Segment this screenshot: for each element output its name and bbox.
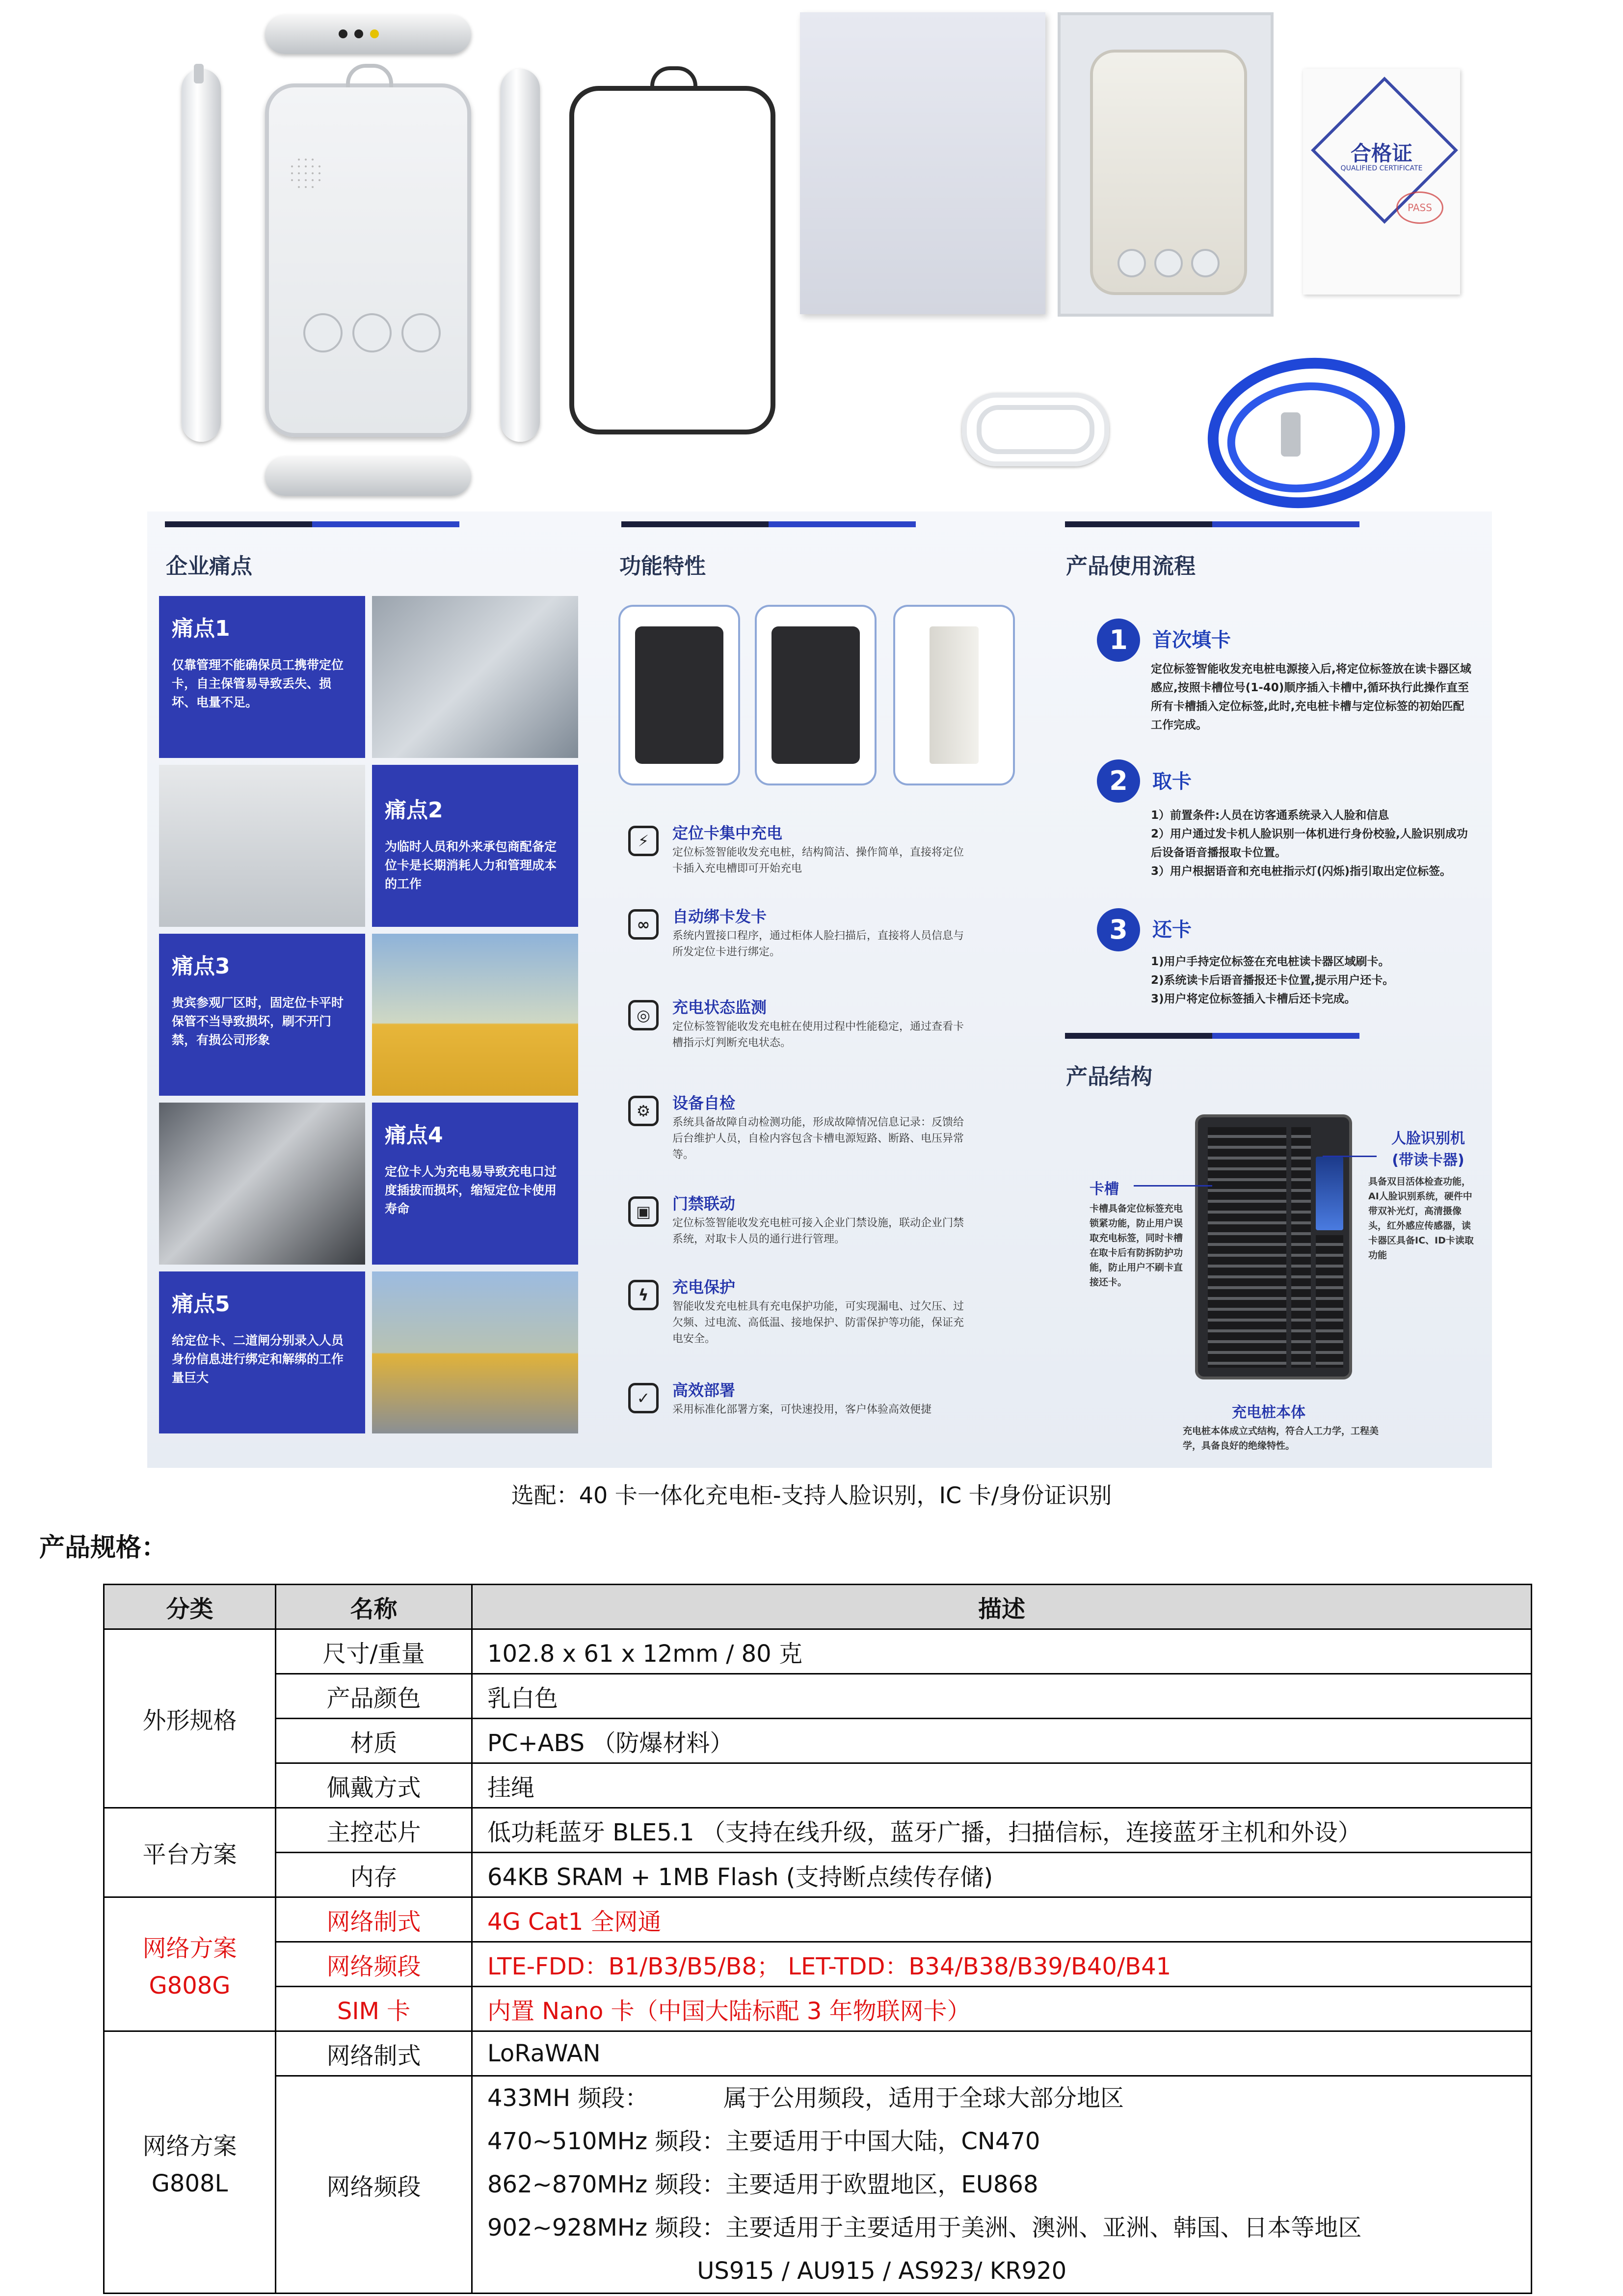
usb-cable-image — [942, 383, 1114, 466]
desc-cell: 64KB SRAM + 1MB Flash (支持断点续传存储) — [472, 1853, 1532, 1897]
feature-desc: 定位标签智能收发充电桩可接入企业门禁设施，联动企业门禁系统，对取卡人员的通行进行管理。 — [672, 1217, 964, 1245]
boxed-device-button-3 — [1191, 249, 1220, 277]
gear-icon: ⚙ — [628, 1096, 659, 1126]
section-bar-blue — [769, 521, 916, 527]
name-cell: 内存 — [276, 1853, 472, 1897]
section-bar-dark — [165, 521, 312, 527]
table-row — [104, 1674, 1532, 1719]
band-line: 470~510MHz 频段：主要适用于中国大陆，CN470 — [487, 2128, 1040, 2155]
feature-desc: 系统具备故障自动检测功能，形成故障情况信息记录：反馈给后台维护人员，自检内容包含卡槽电源短路、断路、电压异常等。 — [672, 1116, 964, 1161]
pain-point-1 — [159, 596, 365, 758]
step-desc: 1)用户手持定位标签在充电桩读卡器区域刷卡。 2)系统读卡后语音播报还卡位置,提示用户还卡。 3)用户将定位标签插入卡槽后还卡完成。 — [1151, 955, 1394, 1005]
desc-cell: 挂绳 — [472, 1763, 1532, 1808]
lanyard-hole-back — [650, 66, 697, 90]
category-line: 网络方案 — [142, 2133, 237, 2160]
pain-point-text: 仅靠管理不能确保员工携带定位卡，自主保管易导致丢失、损坏、电量不足。 — [172, 658, 344, 709]
step-number: 2 — [1097, 759, 1140, 803]
features-title: 功能特性 — [619, 554, 706, 579]
table-row — [104, 1719, 1532, 1763]
cabinet-body-label: 充电桩本体 — [1232, 1404, 1305, 1421]
category-cell — [104, 1897, 276, 2031]
feature-desc: 定位标签智能收发充电桩在使用过程中性能稳定，通过查看卡槽指示灯判断充电状态。 — [672, 1021, 964, 1049]
category-cell: 外形规格 — [104, 1629, 276, 1808]
section-bar-dark — [621, 521, 769, 527]
step-number: 1 — [1097, 619, 1140, 662]
step-title: 还卡 — [1152, 918, 1192, 941]
device-button-right — [401, 313, 441, 352]
name-cell: 主控芯片 — [276, 1808, 472, 1853]
pain-point-text: 贵宾参观厂区时，固定位卡平时保管不当导致损坏，刷不开门禁，有损公司形象 — [172, 996, 344, 1047]
pain-point-title: 痛点4 — [385, 1123, 443, 1148]
band-line: US915 / AU915 / AS923/ KR920 — [487, 2257, 1067, 2285]
band-line: 902~928MHz 频段：主要适用于主要适用于美洲、澳洲、亚洲、韩国、日本等地区 — [487, 2214, 1362, 2242]
pain-point-text: 为临时人员和外来承包商配备定位卡是长期消耗人力和管理成本的工作 — [385, 839, 557, 891]
cabinet-body-desc: 充电桩本体成立式结构，符合人工力学，工程美学，具备良好的绝缘特性。 — [1183, 1426, 1379, 1451]
pain-point-2 — [372, 765, 578, 927]
desc-cell: 4G Cat1 全网通 — [472, 1897, 1532, 1942]
desc-cell: PC+ABS （防爆材料） — [472, 1719, 1532, 1763]
desc-cell — [472, 2076, 1532, 2294]
name-cell: 网络频段 — [276, 2076, 472, 2294]
indicator-lights — [339, 29, 398, 39]
category-cell: 平台方案 — [104, 1808, 276, 1897]
feature-desc: 系统内置接口程序，通过柜体人脸扫描后，直接将人员信息与所发定位卡进行绑定。 — [672, 930, 964, 958]
desc-cell: LoRaWAN — [472, 2031, 1532, 2076]
table-header-row — [104, 1585, 1532, 1629]
feature-desc: 定位标签智能收发充电桩，结构简洁、操作简单，直接将定位卡插入充电槽即可开始充电 — [672, 846, 964, 875]
name-cell: 尺寸/重量 — [276, 1629, 472, 1674]
table-row — [104, 1987, 1532, 2031]
usage-flow-title: 产品使用流程 — [1066, 554, 1196, 579]
spec-heading: 产品规格： — [39, 1533, 167, 1563]
section-bar-blue — [1212, 521, 1359, 527]
section-bar-dark — [1065, 1033, 1212, 1039]
certificate-stamp: PASS — [1396, 191, 1443, 224]
cabinet-photo-front — [618, 605, 740, 785]
packaging-box-lid — [800, 12, 1045, 314]
pain-photo-turnstile — [372, 1271, 578, 1433]
pain-points-title: 企业痛点 — [166, 554, 252, 579]
pain-photo-cables — [159, 1103, 365, 1265]
table-row — [104, 1853, 1532, 1897]
card-slot-desc: 卡槽具备定位标签充电锁紧功能，防止用户误取充电标签，同时卡槽在取卡后有防拆防护功能，防止用户不刷卡直接还卡。 — [1090, 1203, 1183, 1288]
device-left-side-view — [182, 69, 221, 442]
pain-point-text: 定位卡人为充电易导致充电口过度插拔而损坏，缩短定位卡使用寿命 — [385, 1164, 557, 1216]
card-slot-label: 卡槽 — [1090, 1181, 1119, 1198]
lanyard-loop — [194, 64, 204, 83]
band-line: 433MH 频段： 属于公用频段，适用于全球大部分地区 — [487, 2084, 1124, 2112]
desc-cell: 低功耗蓝牙 BLE5.1 （支持在线升级，蓝牙广播，扫描信标，连接蓝牙主机和外设） — [472, 1808, 1532, 1853]
column-header: 分类 — [104, 1585, 276, 1629]
table-row — [104, 1763, 1532, 1808]
desc-cell: 内置 Nano 卡（中国大陆标配 3 年物联网卡） — [472, 1987, 1532, 2031]
table-row — [104, 1942, 1532, 1987]
check-icon: ✓ — [628, 1383, 659, 1413]
device-back-outline-view — [569, 86, 775, 434]
device-top-edge-view — [265, 15, 471, 54]
table-row — [104, 1808, 1532, 1853]
product-infographic — [147, 512, 1492, 1468]
pain-photo-gate — [372, 934, 578, 1096]
category-line: G808L — [151, 2170, 228, 2197]
speaker-grille-icon — [289, 156, 323, 190]
pain-point-title: 痛点5 — [172, 1292, 230, 1317]
device-front-view — [265, 83, 471, 437]
desc-cell: 102.8 x 61 x 12mm / 80 克 — [472, 1629, 1532, 1674]
boxed-device-button-2 — [1154, 249, 1183, 277]
pain-photo-laptop — [159, 765, 365, 927]
pain-point-title: 痛点1 — [172, 616, 230, 641]
qualified-certificate-card — [1303, 69, 1460, 295]
feature-title: 充电状态监测 — [672, 998, 767, 1017]
name-cell: 网络频段 — [276, 1942, 472, 1987]
optional-caption: 选配：40 卡一体化充电柜-支持人脸识别，IC 卡/身份证识别 — [511, 1482, 1112, 1509]
table-row — [104, 1629, 1532, 1674]
pain-point-title: 痛点2 — [385, 798, 443, 823]
feature-title: 设备自检 — [672, 1094, 736, 1112]
category-line: G808G — [149, 1972, 231, 1999]
product-photo-collage — [0, 0, 1623, 506]
slot-pointer-line — [1134, 1185, 1212, 1187]
feature-title: 充电保护 — [672, 1278, 736, 1297]
pain-point-title: 痛点3 — [172, 954, 230, 979]
name-cell: SIM 卡 — [276, 1987, 472, 2031]
step-desc: 1）前置条件:人员在访客通系统录入人脸和信息 2）用户通过发卡机人脸识别一体机进行身份校验,人脸识别成功后设备语音播报取卡位置。 3）用户根据语音和充电桩指示灯(闪烁)指引取出定位标签。 — [1151, 809, 1468, 878]
name-cell: 产品颜色 — [276, 1674, 472, 1719]
section-bar-blue — [312, 521, 459, 527]
table-row — [104, 2031, 1532, 2076]
face-recognition-screen — [1316, 1157, 1343, 1230]
certificate-subtitle: QUALIFIED CERTIFICATE — [1340, 164, 1423, 172]
face-pointer-line — [1323, 1156, 1377, 1157]
cabinet-photo-side — [893, 605, 1015, 785]
step-title: 首次填卡 — [1152, 629, 1231, 651]
device-button-left — [303, 313, 343, 352]
face-recognizer-label: 人脸识别机 (带读卡器) — [1391, 1130, 1465, 1169]
desc-cell: 乳白色 — [472, 1674, 1532, 1719]
device-bottom-edge-view — [265, 457, 471, 496]
shield-bolt-icon: ϟ — [628, 1280, 659, 1310]
desc-cell: LTE-FDD：B1/B3/B5/B8； LET-TDD：B34/B38/B39/B40/B41 — [472, 1942, 1532, 1987]
blue-lanyard-image — [1197, 344, 1404, 501]
certificate-title: 合格证 — [1350, 141, 1412, 165]
packaging-box-tray — [1058, 12, 1274, 317]
pain-point-3 — [159, 934, 365, 1096]
lanyard-hole — [346, 64, 393, 87]
step-number: 3 — [1097, 908, 1140, 951]
feature-title: 定位卡集中充电 — [672, 824, 783, 842]
spec-table — [103, 1584, 1532, 2294]
pain-point-5 — [159, 1271, 365, 1433]
table-row — [104, 1897, 1532, 1942]
device-right-side-view — [501, 69, 540, 442]
name-cell: 网络制式 — [276, 1897, 472, 1942]
boxed-device-button-1 — [1117, 249, 1146, 277]
category-cell — [104, 2031, 276, 2294]
link-icon: ∞ — [628, 909, 659, 940]
step-title: 取卡 — [1152, 770, 1192, 793]
pain-point-text: 给定位卡、二道闸分别录入人员身份信息进行绑定和解绑的工作量巨大 — [172, 1333, 344, 1385]
door-icon: ▣ — [628, 1196, 659, 1227]
name-cell: 材质 — [276, 1719, 472, 1763]
plug-icon: ⚡ — [628, 826, 659, 856]
pain-photo-card — [372, 596, 578, 758]
step-desc: 定位标签智能收发充电桩电源接入后,将定位标签放在读卡器区域感应,按照卡槽位号(1-40)顺序插入卡槽中,循环执行此操作直至所有卡槽插入定位标签,此时,充电桩卡槽与定位标签的初始匹配工作完成。 — [1151, 663, 1471, 731]
feature-title: 高效部署 — [672, 1381, 736, 1400]
table-row — [104, 2076, 1532, 2294]
section-bar-dark — [1065, 521, 1212, 527]
feature-desc: 采用标准化部署方案，可快速投用，客户体验高效便捷 — [672, 1404, 932, 1416]
feature-title: 门禁联动 — [672, 1194, 736, 1213]
device-button-center — [352, 313, 392, 352]
category-line: 网络方案 — [142, 1934, 237, 1962]
device-in-box — [1090, 50, 1247, 295]
band-line: 862~870MHz 频段：主要适用于欧盟地区，EU868 — [487, 2171, 1038, 2198]
face-recognizer-desc: 具备双目活体检查功能，AI人脸识别系统，硬件中带双补光灯，高清摄像头，红外感应传感器，读卡器区具备IC、ID卡读取功能 — [1368, 1176, 1474, 1261]
column-header: 名称 — [276, 1585, 472, 1629]
name-cell: 网络制式 — [276, 2031, 472, 2076]
charging-cabinet-diagram — [1195, 1114, 1352, 1379]
feature-title: 自动绑卡发卡 — [672, 907, 767, 926]
monitor-icon: ◎ — [628, 1000, 659, 1030]
pain-point-4 — [372, 1103, 578, 1265]
name-cell: 佩戴方式 — [276, 1763, 472, 1808]
section-bar-blue — [1212, 1033, 1359, 1039]
feature-desc: 智能收发充电桩具有充电保护功能，可实现漏电、过欠压、过欠频、过电流、高低温、接地保护、防雷保护等功能，保证充电安全。 — [672, 1300, 964, 1345]
cabinet-photo-angle — [755, 605, 877, 785]
structure-title: 产品结构 — [1066, 1064, 1152, 1089]
column-header: 描述 — [472, 1585, 1532, 1629]
